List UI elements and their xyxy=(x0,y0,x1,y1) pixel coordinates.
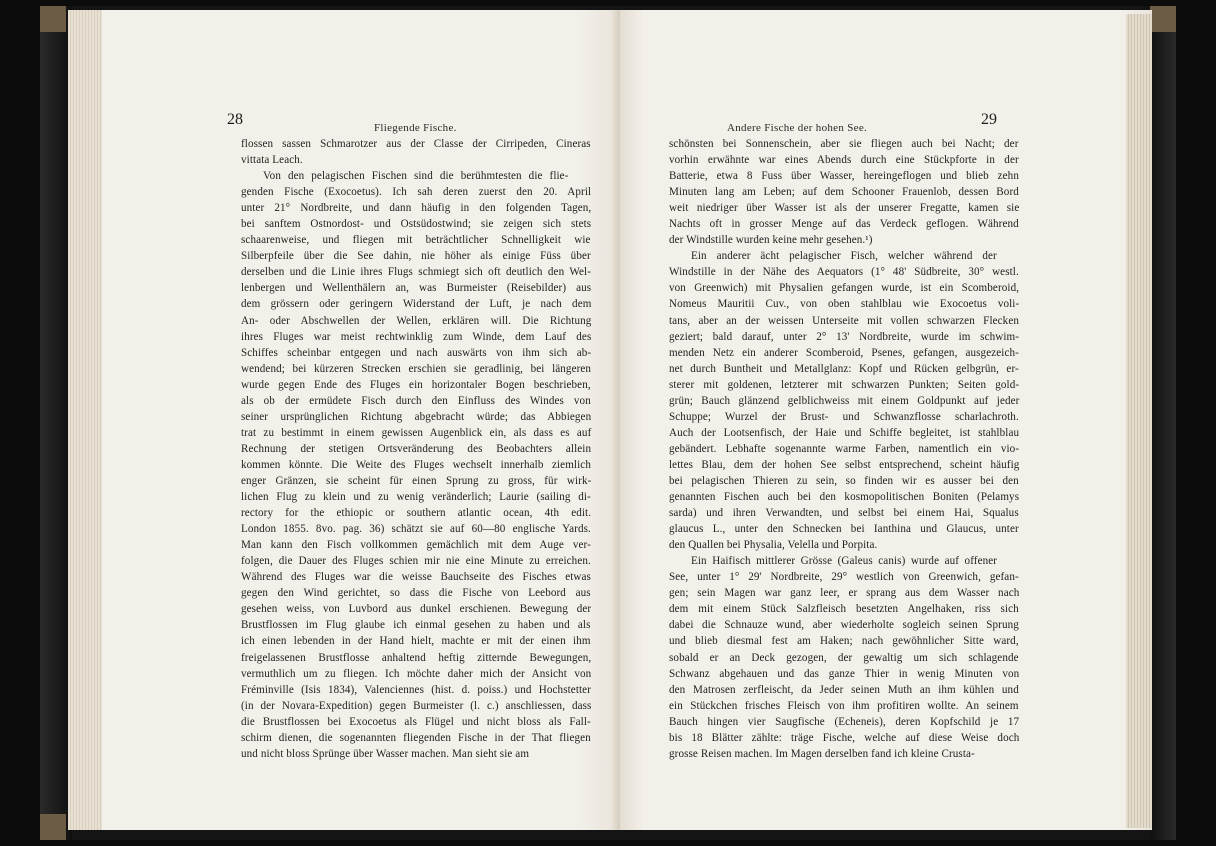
text-line: schirm dienen, die sogenannten fliegenden Fische in der That fliegen xyxy=(241,731,591,744)
page-edges-right xyxy=(1126,14,1152,828)
text-line: kommen könnte. Die Weite des Fluges wechselt innerhalb ziemlich xyxy=(241,458,591,471)
text-line: gebändert. Lebhafte sogenannte warme Farben, namentlich ein vio- xyxy=(669,442,1020,455)
text-line: schaarenweise, und fliegen mit beträchtlicher Schnelligkeit wie xyxy=(241,234,591,247)
text-line: sarda) und ihren Verwandten, und selbst bei einem Hai, Squalus xyxy=(669,507,1019,520)
text-line: und blieb diesmal fest am Haken; nach gewöhnlicher Sitte ward, xyxy=(669,635,1019,648)
text-line: An- oder Abschwellen der Wellen, erklären will. Die Richtung xyxy=(241,314,592,327)
text-line: gegen den Wind gerichtet, so dass die Fische von Leebord aus xyxy=(241,587,591,600)
text-line: grosse Reisen machen. Im Magen derselben fand ich kleine Crusta- xyxy=(669,747,975,760)
text-line: lettes Blau, dem der hohen See selbst entsprechend, scheint häufig xyxy=(669,458,1020,471)
right-page xyxy=(620,10,1152,830)
text-line: Brustflossen im Flug glaube ich einmal gesehen zu haben und als xyxy=(241,619,591,632)
text-line: genannten Fischen auch bei den kosmopolitischen Boniten (Pelamys xyxy=(669,491,1020,504)
text-line: derselben und die Linie ihres Flugs schmiegt sich oft deutlich den Wel- xyxy=(241,266,592,279)
text-line: Schwanz abgehauen und das ganze Thier in wenig Minuten von xyxy=(669,667,1020,680)
text-line: Ein Haifisch mittlerer Grösse (Galeus canis) wurde auf offener xyxy=(691,555,998,568)
text-line: Nomeus Mauritii Cuv., von oben stahlblau wie Exocoetus voli- xyxy=(669,298,1020,311)
text-line: Schiffes scheinbar entgegen und nach auswärts von ihm sich ab- xyxy=(241,346,592,359)
body-text xyxy=(241,136,591,762)
text-line: Windstille in der Nähe des Aequators (1° 48' Südbreite, 30° westl. xyxy=(669,266,1019,279)
text-line: sobald er an Deck gezogen, der gewaltig um sich schlagende xyxy=(669,651,1019,664)
text-line: die Brustflossen bei Exocoetus als Flügel und nicht bloss als Fall- xyxy=(241,715,591,728)
left-page xyxy=(68,10,620,830)
text-line: ihres Fluges war meist rechtwinklig zum Winde, dem Lauf des xyxy=(241,330,592,343)
text-line: Nachts oft in grosser Menge auf das Verdeck geflogen. Während xyxy=(669,218,1019,231)
text-line: Man kann den Fisch vollkommen gemächlich mit dem Auge ver- xyxy=(241,539,591,552)
text-line: ein Stückchen frisches Fleisch von ihm profitiren wollte. An seinem xyxy=(669,699,1019,712)
text-line: weit niedriger über Wasser ist als der unserer Fregatte, kamen sie xyxy=(669,202,1020,215)
text-line: Ein anderer ächt pelagischer Fisch, welcher während der xyxy=(691,250,997,263)
text-line: der Windstille wurden keine mehr gesehen.¹) xyxy=(669,234,873,247)
text-line: folgen, die Dauer des Fluges schien mir nie eine Minute zu erreichen. xyxy=(241,555,591,568)
text-line: den Matrosen zerfleischt, da Jeder seinen Muth an ihm kühlen und xyxy=(669,683,1019,696)
text-line: als ob der ermüdete Fisch durch den Einfluss des Windes von xyxy=(241,394,591,407)
text-line: dem grössern oder geringern Widerstand der Luft, je nach dem xyxy=(241,298,592,311)
text-line: Während des Fluges war die weisse Bauchseite des Fisches etwas xyxy=(241,571,591,584)
text-line: Batterie, etwa 8 Fuss über Wasser, hereingeflogen und blieb zehn xyxy=(669,170,1019,183)
text-line: wendend; bei kürzeren Strecken erschien sie geradlinig, bei längeren xyxy=(241,362,592,375)
page-number: 28 xyxy=(227,111,243,128)
cover-corner xyxy=(1150,6,1176,32)
text-line: menden Netz ein anderer Scomberoid, Psenes, gefangen, ausgezeich- xyxy=(669,346,1019,359)
text-line: Auch der Lootsenfisch, der Haie und Schiffe begleitet, ist stahlblau xyxy=(669,426,1020,439)
text-line: lenbergen und Wellenthälern an, was Burmeister (Reisebilder) aus xyxy=(241,282,592,295)
cover-corner xyxy=(40,6,66,32)
cover-corner xyxy=(40,814,66,840)
cover-edge-right xyxy=(1150,6,1176,840)
text-line: sterer mit goldenen, letzterer mit schwarzen Punkten; Seiten gold- xyxy=(669,378,1020,391)
text-line: glaucus L., unter den Schnecken bei Ianthina und Glaucus, unter xyxy=(669,523,1019,536)
text-line: Bauch hingen vier Saugfische (Echeneis), deren Kopfschild je 17 xyxy=(669,715,1020,728)
text-line: trat zu bestimmt in einem gewissen Augenblick ein, als dass es auf xyxy=(241,426,592,439)
text-line: bis 18 Blätter zählte: träge Fische, welche auf diese Weise doch xyxy=(669,731,1020,744)
text-line: dabei die Schnauze wund, aber wiederholte sogleich seinen Sprung xyxy=(669,619,1019,632)
text-line: Minuten lang am Leben; auf dem Schooner Frauenlob, dessen Bord xyxy=(669,186,1019,199)
text-line: gesehen weiss, von Luvbord aus dunkel erschienen. Bewegung der xyxy=(241,603,592,616)
text-line: tans, aber an der weissen Unterseite mit vollen schwarzen Flecken xyxy=(669,314,1019,327)
text-line: See, unter 1° 29' Nordbreite, 29° westlich von Greenwich, gefan- xyxy=(669,571,1019,584)
text-line: wurde gegen Ende des Fluges ein horizontaler Bogen beschrieben, xyxy=(241,378,591,391)
text-line: unter 21° Nordbreite, und dann häufig in den folgenden Tagen, xyxy=(241,202,592,215)
text-line: enger Gränzen, sie scheint für einen Sprung zu gross, für wirk- xyxy=(241,474,592,487)
text-line: (in der Novara-Expedition) gegen Burmeister (l. c.) anschliessen, dass xyxy=(241,699,592,712)
text-line: ich einen lebenden in der Hand hielt, machte er mit der einen ihm xyxy=(241,635,591,648)
text-line: Rechnung der stetigen Ortsveränderung des Beobachters allein xyxy=(241,442,592,455)
text-line: Von den pelagischen Fischen sind die berühmtesten die flie- xyxy=(263,170,569,183)
page-number: 29 xyxy=(981,111,997,128)
text-line: genden Fische (Exocoetus). Ich sah deren zuerst den 20. April xyxy=(241,186,592,199)
text-line: dem mit einem Stück Salzfleisch besetzten Angelhaken, riss sich xyxy=(669,603,1019,616)
text-line: bei pelagischen Thieren zu sein, so finden wir es ausser bei den xyxy=(669,474,1019,487)
text-line: freigelassenen Brustflosse anhaltend heftig zitternde Bewegungen, xyxy=(241,651,592,664)
text-line: bei sanftem Ostnordost- und Ostsüdostwind; sie zeigen sich stets xyxy=(241,218,592,231)
text-line: schönsten bei Sonnenschein, aber sie fliegen auch bei Nacht; der xyxy=(669,138,1019,150)
text-line: net durch Buntheit und Metallglanz: Kopf und Rücken gelbgrün, er- xyxy=(669,362,1019,375)
text-line: seiner ursprünglichen Richtung abgebracht würde; das Abbiegen xyxy=(241,410,592,423)
text-line: gen; sein Magen war ganz leer, er sprang aus dem Wasser nach xyxy=(669,587,1020,600)
text-line: rectory for the ethiopic or southern atlantic ocean, 4th edit. xyxy=(241,507,592,520)
text-line: vittata Leach. xyxy=(241,154,303,167)
text-line: lichen Flug zu klein und zu wenig veränderlich; Laurie (sailing di- xyxy=(241,491,591,504)
text-line: den Quallen bei Physalia, Velella und Porpita. xyxy=(669,539,878,552)
text-line: von Greenwich) mit Physalien gefangen wurde, ist ein Scomberoid, xyxy=(669,282,1020,295)
text-line: und nicht bloss Sprünge über Wasser machen. Man sieht sie am xyxy=(241,747,530,760)
page-edges-left xyxy=(68,10,102,830)
running-head: Fliegende Fische. xyxy=(374,122,457,134)
body-text xyxy=(669,136,1019,762)
running-head: Andere Fische der hohen See. xyxy=(727,122,868,134)
text-line: Fréminville (Isis 1834), Valenciennes (hist. d. poiss.) und Hochstetter xyxy=(241,683,592,696)
text-line: vermuthlich um zu fliegen. Ich möchte daher mich der Ansicht von xyxy=(241,667,592,680)
text-line: vorhin erwähnte war eines Abends durch eine Stückpforte in der xyxy=(669,154,1019,167)
text-line: Silberpfeile über die See dahin, nie höher als einige Füss über xyxy=(241,250,591,263)
text-line: flossen sassen Schmarotzer aus der Classe der Cirripeden, Cineras xyxy=(241,138,591,150)
text-line: grün; Bauch glänzend gelblichweiss mit einem Goldpunkt auf jeder xyxy=(669,394,1020,407)
text-line: Schuppe; Wurzel der Brust- und Schwanzflosse scharlachroth. xyxy=(669,410,1019,423)
text-line: geziert; bald darauf, unter 2° 13' Nordbreite, wurde im schwim- xyxy=(669,330,1020,343)
text-line: London 1855. 8vo. pag. 36) schätzt sie auf 60—80 englische Yards. xyxy=(241,523,591,536)
